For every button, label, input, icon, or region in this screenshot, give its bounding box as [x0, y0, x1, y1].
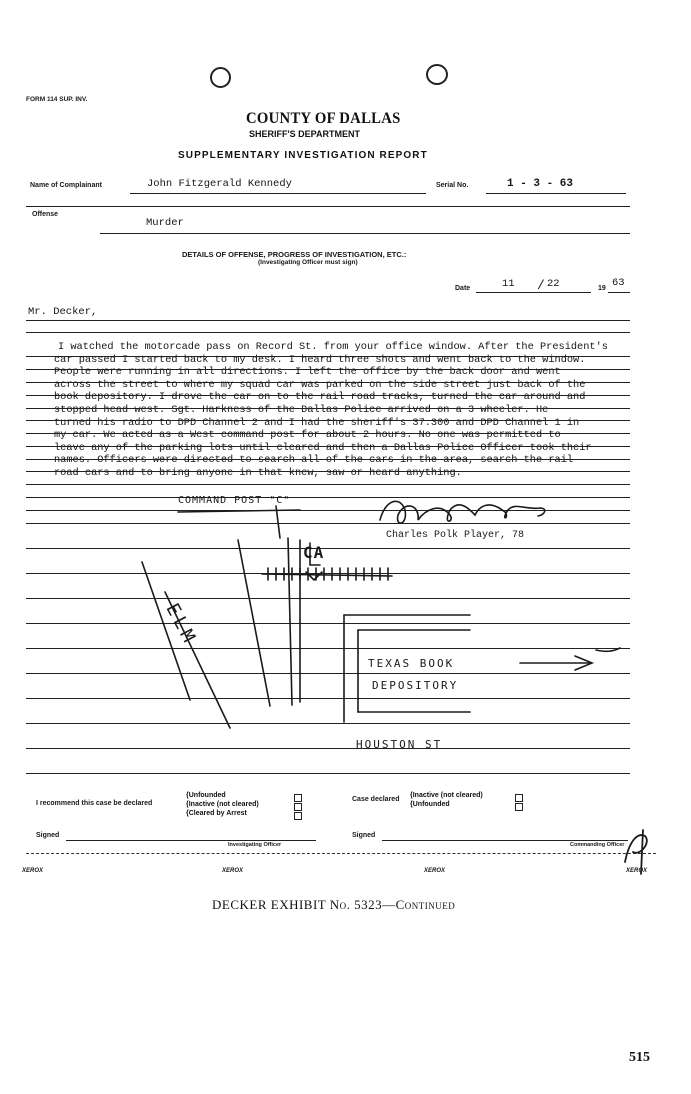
recommend-option[interactable]: {Cleared by Arrest [186, 810, 247, 817]
case-checkboxes [515, 793, 523, 811]
building-label-line-1: TEXAS BOOK [368, 657, 455, 670]
complainant-rule [130, 193, 426, 194]
cleared-checkbox[interactable] [294, 812, 302, 820]
date-label: Date [455, 285, 471, 292]
county-title: COUNTY OF DALLAS [246, 110, 401, 127]
letter-line: book depository. I drove the car on to the rail road tracks, turned the car around and [54, 391, 586, 404]
signer-name: Charles Polk Player, 78 [386, 530, 525, 541]
salutation: Mr. Decker, [28, 306, 98, 318]
case-unfounded-checkbox[interactable] [515, 803, 523, 811]
department-title: SHERIFF'S DEPARTMENT [249, 129, 360, 139]
offense-label: Offense [32, 211, 59, 218]
commanding-officer-label: Commanding Officer [570, 842, 625, 848]
recommend-option[interactable]: {Inactive (not cleared) [186, 801, 259, 808]
letter-line: leave any of the parking lots until cleared and then a Dallas Police Officer took their [54, 441, 592, 454]
recommend-label: I recommend this case be declared [36, 800, 153, 807]
ruled-line [26, 332, 630, 333]
form-number: FORM 114 SUP. INV. [26, 96, 88, 103]
xerox-mark: XEROX [22, 868, 44, 874]
corner-scribble-icon [615, 822, 675, 882]
complainant-value: John Fitzgerald Kennedy [147, 178, 292, 190]
date-separator: / [537, 278, 545, 293]
building-label-line-2: DEPOSITORY [372, 679, 459, 692]
details-subheading: (Investigating Officer must sign) [258, 259, 358, 266]
divider-rule [26, 206, 630, 207]
inactive-checkbox[interactable] [294, 803, 302, 811]
serial-rule [486, 193, 626, 194]
exhibit-caption: DECKER EXHIBIT No. 5323—Continued [212, 897, 456, 912]
investigating-officer-label: Investigating Officer [228, 842, 282, 848]
report-title: SUPPLEMENTARY INVESTIGATION REPORT [178, 150, 428, 161]
page-number: 515 [629, 1050, 650, 1065]
serial-value: 1 - 3 - 63 [507, 178, 574, 190]
letter-line: across the street to where my squad car was parked on the side street just back of the [54, 378, 586, 391]
xerox-mark: XEROX [222, 868, 244, 874]
signed-right-rule [382, 840, 628, 841]
letter-line: stopped head west. Sgt. Harkness of the Dallas Police arrived on a 3 wheeler. He [54, 404, 549, 416]
letter-line: People were running in all directions. I left the office by the back door and went [54, 366, 561, 379]
letter-line: turned his radio to DPD Channel 2 and I had the sheriff's 37.300 and DPD Channel 1 in [54, 416, 580, 429]
elm-street-label: ELM [161, 600, 201, 650]
date-year: 63 [612, 277, 625, 289]
ruled-line [26, 382, 630, 383]
signed-left-rule [66, 840, 316, 841]
signed-right-label: Signed [352, 832, 376, 839]
offense-rule [100, 233, 630, 234]
car-mark: CA [303, 543, 325, 562]
ruled-line [26, 369, 630, 370]
letter-line: car passed I started back to my desk. I heard three shots and went back to the window. [54, 353, 586, 366]
letter-line: names. Officers were directed to search all of the cars in the area, search the rail [54, 454, 574, 467]
case-declared-label: Case declared [352, 796, 400, 803]
date-rule [476, 292, 591, 293]
ruled-line [26, 446, 630, 447]
letter-line: I watched the motorcade pass on Record St. from your office window. After the President's [58, 341, 608, 353]
xerox-mark: XEROX [424, 868, 446, 874]
serial-label: Serial No. [436, 182, 469, 189]
signed-left-label: Signed [36, 832, 60, 839]
case-option[interactable]: {Inactive (not cleared) [410, 792, 483, 799]
ruled-line [26, 395, 630, 396]
details-heading: DETAILS OF OFFENSE, PROGRESS OF INVESTIGATION, ETC.: [182, 250, 407, 259]
ruled-line [26, 459, 630, 460]
ruled-line [26, 356, 630, 357]
date-century: 19 [598, 285, 606, 292]
recommend-options [186, 791, 259, 818]
ruled-line [26, 420, 630, 421]
date-day: 22 [547, 278, 560, 290]
bottom-rule [26, 853, 656, 854]
hand-sketch [0, 470, 691, 770]
case-option[interactable]: {Unfounded [410, 801, 450, 808]
case-inactive-checkbox[interactable] [515, 794, 523, 802]
date-month: 11 [502, 278, 515, 290]
houston-street-label: HOUSTON ST [356, 738, 443, 751]
complainant-label: Name of Complainant [30, 182, 102, 189]
offense-value: Murder [146, 217, 184, 229]
letter-line: my car. We acted as a West command post for about 2 hours. No one was permitted to [54, 429, 561, 442]
punch-hole-right-icon [426, 64, 448, 85]
year-rule [608, 292, 630, 293]
xerox-mark: XEROX [626, 868, 648, 874]
punch-hole-left-icon [210, 67, 231, 88]
ruled-line [26, 408, 630, 409]
case-declared-options [410, 791, 483, 809]
unfounded-checkbox[interactable] [294, 794, 302, 802]
ruled-line [26, 773, 630, 774]
ruled-line [26, 433, 630, 434]
command-post-label: COMMAND POST "C" [178, 495, 291, 506]
recommend-checkboxes [294, 793, 302, 820]
ruled-line [26, 320, 630, 321]
letter-line: road cars and to bring anyone in that knew, saw or heard anything. [54, 467, 462, 479]
recommend-option[interactable]: {Unfounded [186, 792, 226, 799]
